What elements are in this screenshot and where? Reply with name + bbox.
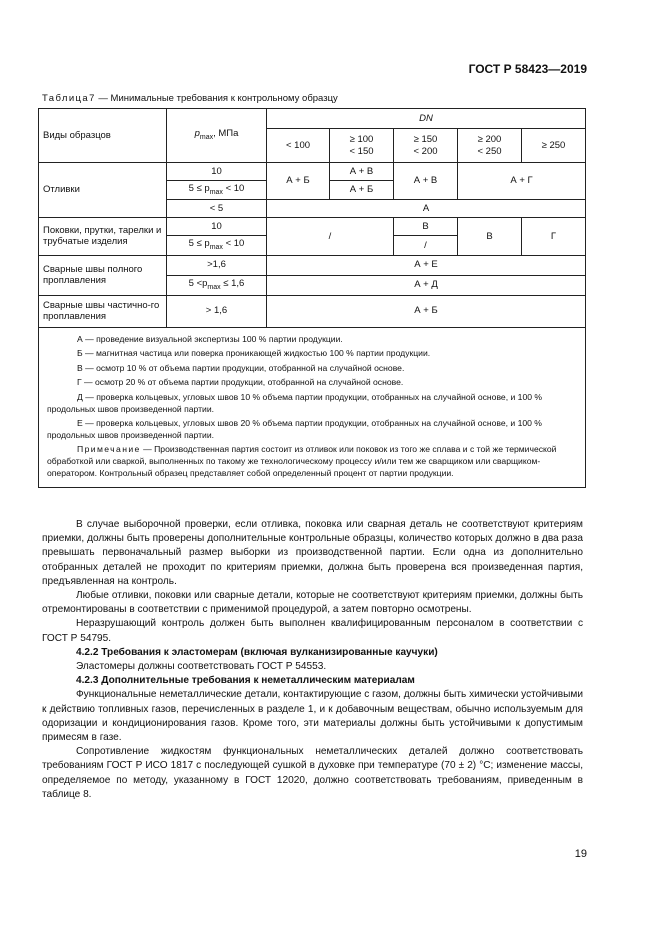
dn-label: DN: [419, 112, 433, 124]
forgings-p-2: [167, 236, 267, 255]
col-header-pressure: [167, 109, 267, 163]
castings-p-2: [167, 181, 267, 200]
note-b: Б — магнитная частица или поверка проникающей жидкостью 100 % партии продукции.: [77, 348, 431, 359]
castings-c2-r2: А + Б: [330, 181, 394, 200]
table-remark: [47, 444, 577, 479]
row-welds-partial-name: Сварные швы частично-го проплавления: [39, 295, 167, 327]
dn-col-3-line2: < 200: [413, 145, 438, 157]
paragraph-repair: Любые отливки, поковки или сварные детали, которые не соответствуют критериям приемки, должны быть отремонтированы в соответствии с применимой процедурой, а затем повторно осмотрены.: [42, 590, 583, 616]
table-caption-label: Таблица: [42, 93, 90, 104]
castings-p-3: < 5: [167, 200, 267, 218]
welds-full-p-2-sub: max: [207, 283, 221, 291]
row-welds-full-name: Сварные швы полного проплавления: [39, 255, 167, 295]
paragraph-elastomers: Эластомеры должны соответствовать ГОСТ Р 54553.: [76, 661, 327, 673]
col-header-dn: [267, 109, 586, 129]
dn-col-4-line2: < 250: [477, 145, 502, 157]
dn-col-1: [267, 129, 330, 163]
p-unit: , МПа: [213, 128, 239, 140]
dn-col-2-line1: ≥ 100: [349, 134, 374, 146]
castings-r3-all: А: [267, 200, 586, 218]
welds-partial-p: > 1,6: [167, 295, 267, 327]
castings-c1: А + Б: [267, 163, 330, 200]
forgings-c4: В: [458, 218, 522, 255]
forgings-p-2-pre: 5 ≤ p: [188, 238, 210, 250]
paragraph-ndt: Неразрушающий контроль должен быть выполнен квалифицированным персоналом в соответствии с ГОСТ Р 54795.: [42, 618, 583, 644]
welds-full-p-1: >1,6: [167, 255, 267, 275]
table-caption: [42, 93, 338, 104]
dn-col-4: [458, 129, 522, 163]
row-castings-name: Отливки: [39, 163, 167, 218]
row-forgings-name: Поковки, прутки, тарелки и трубчатые изделия: [39, 218, 167, 255]
note-v: В — осмотр 10 % от объема партии продукции, отобранной на случайной основе.: [77, 362, 405, 373]
castings-p-2-pre: 5 ≤ p: [188, 183, 210, 194]
forgings-p-1: 10: [167, 218, 267, 236]
welds-full-p-2-pre: 5 <p: [188, 277, 208, 289]
dn-col-5: [522, 129, 586, 163]
dn-col-1-line1: < 100: [285, 139, 311, 151]
paragraph-nonmetallic: Функциональные неметаллические детали, контактирующие с газом, должны быть химически устойчивыми к действию топливных газов, перечисленных в разделе 1, и к добавочным веществам, обычно используемым для одоризации и кондиционирования газов. Кроме того, эти материалы должны быть устойчивыми к допустимым примесям в газе.: [42, 689, 583, 744]
castings-c3: А + В: [394, 163, 458, 200]
page-number: 19: [574, 848, 587, 860]
welds-full-r2-all: А + Д: [267, 275, 586, 295]
dn-col-5-line1: ≥ 250: [541, 139, 566, 151]
note-a: А — проведение визуальной экспертизы 100 % партии продукции.: [77, 333, 343, 344]
heading-4-2-3: 4.2.3 Дополнительные требования к неметаллическим материалам: [76, 675, 415, 687]
dn-col-3: [394, 129, 458, 163]
note-d: Д — проверка кольцевых, угловых швов 10 % объема партии продукции, отобранных на случайной основе, и 100 % продольных швов произведенной партии.: [47, 391, 543, 414]
forgings-c3-r2: /: [394, 236, 458, 255]
heading-4-2-2: 4.2.2 Требования к эластомерам (включая вулканизированные каучуки): [76, 646, 438, 658]
forgings-c5: Г: [522, 218, 586, 255]
dn-col-4-line1: ≥ 200: [477, 134, 502, 146]
remark-label: Примечание: [77, 444, 141, 455]
col-header-sample-type: Виды образцов: [39, 109, 167, 163]
castings-p-2-sub: max: [209, 188, 223, 196]
welds-full-p-2-post: ≤ 1,6: [220, 277, 245, 289]
p-symbol: p: [194, 128, 200, 140]
welds-full-p-2: [167, 275, 267, 295]
welds-full-r1-all: А + Е: [267, 255, 586, 275]
dn-col-3-line1: ≥ 150: [413, 134, 438, 146]
body-text: [42, 518, 583, 802]
paragraph-sampling: В случае выборочной проверки, если отливка, поковка или сварная деталь не соответствуют критериям приемки, должны быть проверены дополнительные контрольные образцы, количество которых должно в два раза превышать первоначальный размер выборки из производственной партии. Если одна из дополнительно отобранных деталей не проходит по критериям приемки, должна быть проверена вся произведенная партия, предъявленная на контроль.: [42, 519, 583, 587]
forgings-c3-r1: В: [394, 218, 458, 236]
dn-col-2: [330, 129, 394, 163]
note-g: Г — осмотр 20 % от объема партии продукции, отобранной на случайной основе.: [77, 377, 404, 388]
dn-col-2-line2: < 150: [349, 145, 374, 157]
forgings-c12: /: [267, 218, 394, 255]
table-notes: [39, 327, 586, 488]
table-caption-number: 7: [89, 93, 96, 104]
castings-p-1: 10: [167, 163, 267, 181]
forgings-p-2-sub: max: [209, 244, 223, 252]
castings-c4: А + Г: [458, 163, 586, 200]
welds-partial-all: А + Б: [267, 295, 586, 327]
document-id: ГОСТ Р 58423—2019: [468, 62, 587, 76]
note-e: Е — проверка кольцевых, угловых швов 20 % объема партии продукции, отобранных на случайной основе, и 100 % продольных швов произведенной партии.: [47, 418, 542, 440]
p-subscript: max: [199, 134, 214, 142]
castings-c2-r1: А + В: [330, 163, 394, 181]
requirements-table: [38, 108, 586, 488]
forgings-p-2-post: < 10: [222, 238, 245, 250]
castings-p-2-post: < 10: [222, 183, 245, 194]
paragraph-fluid-resistance: Сопротивление жидкостям функциональных неметаллических деталей должно соответствовать требованиям ГОСТ Р ИСО 1817 с последующей сушкой в духовке при температуре (70 ± 2) °С; изменение массы, определяемое по методу, указанному в ГОСТ 12020, должно соответствовать требованиям, приведенным в таблице 8.: [42, 746, 583, 800]
table-caption-title: — Минимальные требования к контрольному образцу: [95, 93, 338, 104]
remark-text: — Производственная партия состоит из отливок или поковок из того же сплава и с той же термической обработкой или сваркой, выполненных по такому же технологическому процессу и/или тем же сварщиком или сварщиком-оператором. Контрольный образец представляет собой определенный процент от партии продукции.: [47, 444, 557, 478]
